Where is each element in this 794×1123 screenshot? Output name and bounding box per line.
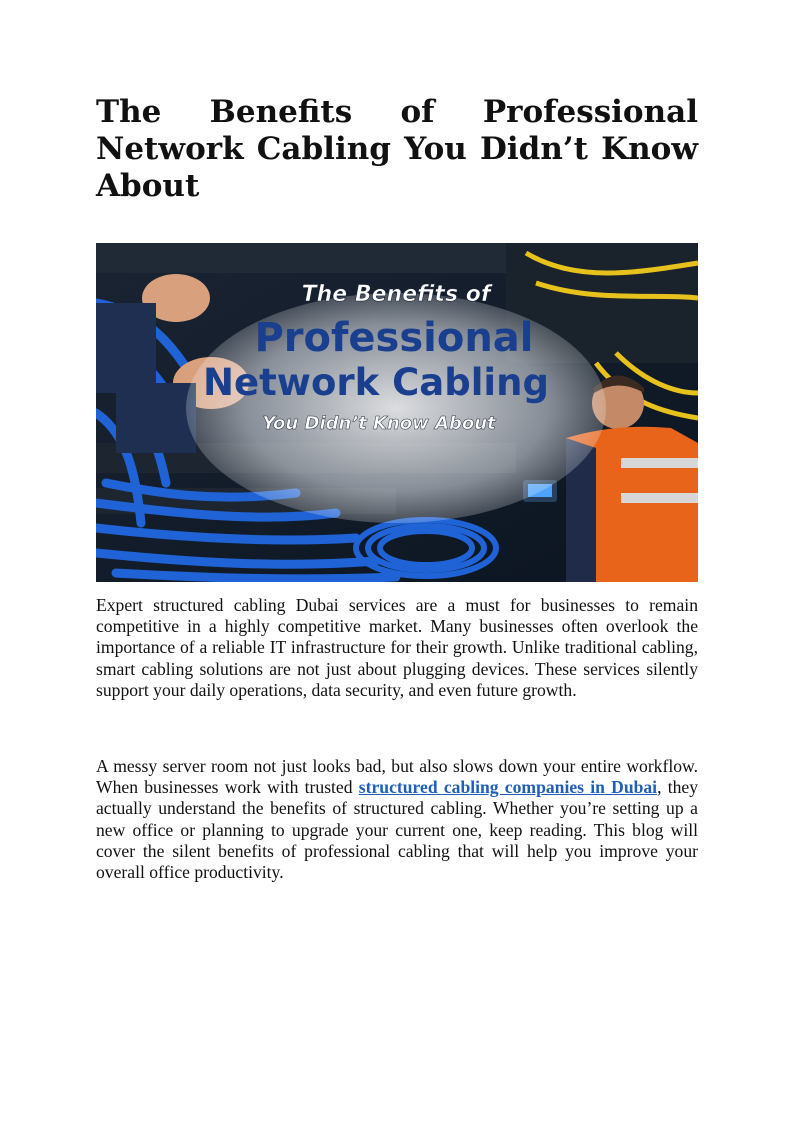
structured-cabling-companies-link[interactable]: structured cabling companies in Dubai — [358, 777, 658, 798]
hero-line-1: The Benefits of — [301, 282, 491, 307]
second-paragraph-text-start: A messy server room not just looks bad, but also slows down your entire workflow. When businesses work with trusted — [96, 756, 698, 798]
page-title: The Benefits of Professional Network Cabling You Didn’t Know About — [96, 94, 698, 204]
hero-line-4: You Didn’t Know About — [262, 413, 496, 434]
hero-image — [96, 243, 698, 582]
server-room-illustration — [96, 243, 698, 582]
hero-line-3: Network Cabling — [203, 361, 549, 404]
second-paragraph-text-end: , they actually understand the benefits of structured cabling. Whether you’re setting up a new office or planning to upgrade your current one, keep reading. This blog will cover the silent benefits of professional cabling that will help you improve your overall office productivity. — [96, 777, 698, 883]
second-paragraph — [96, 756, 698, 883]
hero-line-2: Professional — [254, 315, 534, 361]
intro-paragraph: Expert structured cabling Dubai services are a must for businesses to remain competitive in a highly competitive market. Many businesses often overlook the importance of a reliable IT infrastructure for their growth. Unlike traditional cabling, smart cabling solutions are not just about plugging devices. These services silently support your daily operations, data security, and even future growth. — [96, 595, 698, 700]
